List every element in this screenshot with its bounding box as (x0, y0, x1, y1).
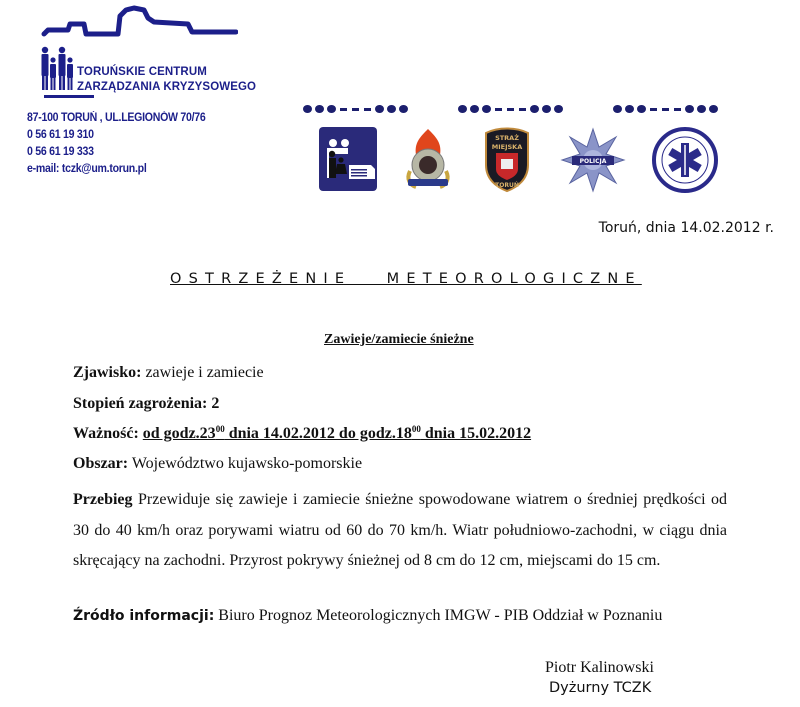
field-threat-level-value: 2 (207, 395, 220, 412)
signer-role: Dyżurny TCZK (549, 680, 652, 696)
document-subtitle: Zawieje/zamiecie śnieżne (324, 332, 474, 347)
validity-to-date: dnia 15.02.2012 (420, 425, 532, 442)
decorative-separator (458, 105, 563, 113)
field-phenomenon-value: zawieje i zamiecie (141, 364, 264, 381)
field-validity-label: Ważność: (73, 425, 139, 442)
contact-email: e-mail: tczk@um.torun.pl (27, 163, 147, 175)
field-course-value: Przewiduje się zawieje i zamiecie śnieżne spowodowane wiatrem o średniej prędkości od 30 do 40 km/h oraz porywami wiatru od 60 do 70 km/h. Wiatr południowo-zachodni, w ciągu dnia skręcający na zachodni. Przyrost pokrywy śnieżnej od 8 cm do 12 cm, miejscami do 15 cm. (73, 491, 727, 569)
logo-base-line (44, 95, 94, 98)
field-source-label: Źródło informacji: (73, 608, 215, 624)
logo-skyline-icon (38, 4, 238, 46)
field-validity-value (143, 425, 531, 442)
contact-phone-1: 0 56 61 19 310 (27, 129, 94, 141)
field-area (73, 455, 362, 473)
field-threat-level-label: Stopień zagrożenia: (73, 395, 208, 412)
svg-text:TORUŃ: TORUŃ (495, 182, 519, 189)
field-threat-level (73, 395, 219, 413)
field-course (73, 485, 727, 577)
contact-address: 87-100 TORUŃ , UL.LEGIONÓW 70/76 (27, 112, 206, 124)
field-area-label: Obszar: (73, 455, 129, 472)
crisis-management-icon (319, 127, 377, 191)
city-guard-icon (482, 127, 532, 193)
fire-service-icon (402, 127, 454, 193)
document-title: OSTRZEŻENIE METEOROLOGICZNE (170, 271, 642, 287)
validity-to-minutes: 00 (411, 424, 421, 434)
field-phenomenon (73, 364, 264, 382)
signer-name: Piotr Kalinowski (545, 659, 654, 676)
organization-name-line2: ZARZĄDZANIA KRYZYSOWEGO (77, 81, 257, 93)
field-course-label: Przebieg (73, 491, 133, 508)
police-icon (560, 127, 626, 193)
validity-from-hour: od godz.23 (142, 425, 216, 442)
validity-to-hour: dnia 14.02.2012 do godz.18 (224, 425, 412, 442)
contact-phone-2: 0 56 61 19 333 (27, 146, 94, 158)
decorative-separator (303, 105, 408, 113)
field-phenomenon-label: Zjawisko: (73, 364, 142, 381)
medical-rescue-icon (652, 127, 718, 193)
logo-family-icon (40, 46, 80, 98)
svg-text:STRAŻ: STRAŻ (495, 134, 519, 142)
document-date: Toruń, dnia 14.02.2012 r. (598, 220, 774, 236)
field-area-value: Województwo kujawsko-pomorskie (128, 455, 363, 472)
field-source (73, 607, 662, 625)
validity-from-minutes: 00 (215, 424, 225, 434)
svg-text:MIEJSKA: MIEJSKA (491, 143, 523, 151)
field-validity (73, 425, 531, 443)
svg-text:POLICJA: POLICJA (579, 158, 607, 165)
organization-name-line1: TORUŃSKIE CENTRUM (77, 66, 207, 78)
field-source-value: Biuro Prognoz Meteorologicznych IMGW - PIB Oddział w Poznaniu (214, 607, 663, 624)
decorative-separator (613, 105, 718, 113)
